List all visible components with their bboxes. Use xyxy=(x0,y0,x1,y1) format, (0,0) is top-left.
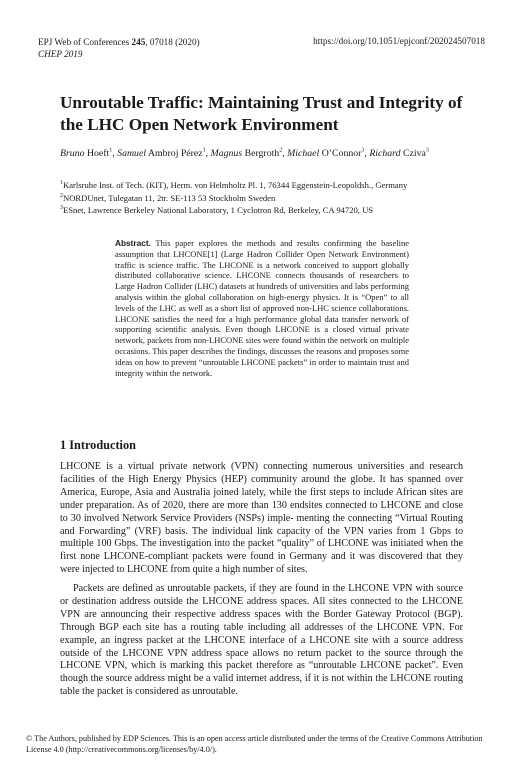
author-given-name: Richard xyxy=(369,148,401,159)
affiliation-marker: 3 xyxy=(361,147,365,154)
author-given-name: Bruno xyxy=(60,148,85,159)
author-given-name: Samuel xyxy=(117,148,147,159)
author-separator: , xyxy=(205,148,211,159)
author-family-name: Bergroth xyxy=(244,148,280,159)
affiliation xyxy=(60,192,480,205)
author-separator: , xyxy=(364,148,370,159)
affiliation-number: 2 xyxy=(60,192,63,199)
author-family-name: Cziva xyxy=(402,148,426,159)
author-given-name: Magnus xyxy=(210,148,243,159)
doi-link[interactable]: https://doi.org/10.1051/epjconf/202024507018 xyxy=(313,36,485,46)
affiliation-text: NORDUnet, Tulegatan 11, 2tr. SE-113 53 Stockholm Sweden xyxy=(63,192,276,203)
affiliation-marker: 3 xyxy=(425,147,429,154)
body-paragraph: Packets are defined as unroutable packets, if they are found in the LHCONE VPN with source or destination address outside the LHCONE address spaces. All sites connected to the LHCONE VPN are announcing their respective address spaces with the Border Gateway Protocol (BGP). Through BGP each site has a routing table including all addresses of the LHCONE VPN. For example, an ingress packet at the LHCONE interface of a LHCONE site with a source address outside of the LHCONE VPN address space allows no return packet to the source through the LHCONE VPN, which is marking this packet therefore as “unroutable LHCONE packet”. Even though the source address might be a valid internet address, if it is not within the LHCONE routing table the packet is considered as unroutable. xyxy=(60,583,463,698)
body-paragraph: LHCONE is a virtual private network (VPN) connecting numerous universities and research facilities of the High Energy Physics (HEP) community around the globe. It has spanned over America, Europe, Asia and Australia joined lately, while the first steps to include African sites are under preparation. As of 2020, there are more than 130 endsites connected to LHCONE and close to 30 involved Network Service Providers (NSPs) imple- menting the connecting “Virtual Routing and Forwarding” (VRF) basis. The individual link capacity of the VPN varies from 1 Gbps to multiple 100 Gbps. The investigation into the packet “quality” of LHCONE was initiated when the first none LHCONE-compliant packets were found in Germany and it was discovered that they were injected to LHCONE from quite a high number of sites. xyxy=(60,461,463,576)
author-family-name: O’Connor xyxy=(321,148,362,159)
paper-title: Unroutable Traffic: Maintaining Trust and Integrity of the LHC Open Network Environment xyxy=(60,93,463,134)
copyright-footer: © The Authors, published by EDP Sciences. This is an open access article distributed under the terms of the Creative Commons Attribution License 4.0 (http://creativecommons.org/licenses/by/4.0/). xyxy=(26,734,483,754)
section-heading: 1 Introduction xyxy=(60,438,136,452)
author xyxy=(117,148,210,159)
author-given-name: Michael xyxy=(287,148,320,159)
affiliation-marker: 1 xyxy=(109,147,113,154)
journal-citation xyxy=(38,36,200,60)
affiliation-marker: 1 xyxy=(202,147,206,154)
author-family-name: Ambroj Pérez xyxy=(147,148,203,159)
author-family-name: Hoeft xyxy=(86,148,110,159)
affiliation-number: 3 xyxy=(60,205,63,212)
affiliation-marker: 2 xyxy=(279,147,283,154)
author xyxy=(211,148,288,159)
conference-name: CHEP 2019 xyxy=(38,49,83,59)
affiliation xyxy=(60,204,480,217)
author xyxy=(369,148,429,159)
author xyxy=(60,148,117,159)
affiliation-number: 1 xyxy=(60,180,63,187)
author xyxy=(287,148,369,159)
article-number: , 07018 (2020) xyxy=(145,37,200,47)
abstract-label: Abstract. xyxy=(115,238,151,248)
affiliation-text: Karlsruhe Inst. of Tech. (KIT), Herm. von Helmholtz Pl. 1, 76344 Eggenstein-Leopoldsh., Germany xyxy=(63,180,408,190)
author-list xyxy=(60,147,464,160)
journal-volume: 245 xyxy=(131,37,146,47)
affiliation xyxy=(60,179,480,192)
author-separator: , xyxy=(282,148,288,159)
journal-name: EPJ Web of Conferences xyxy=(38,37,130,47)
abstract-text: This paper explores the methods and results confirming the baseline assumption that LHCONE[1] (Large Hadron Collider Open Network Environment) traffic is science traffic. The LHCONE is a network conceived to support globally distributed collaborative science. LHCONE connects thousands of researchers to Large Hadron Collider (LHC) datasets at hundreds of universities and labs performing analysis within the global collaboration on high-energy physics. It is “Open” to all levels of the LHC as well as a short list of approved non-LHC science collaborations. LHCONE satisfies the need for a high performance global data transfer network of supporting scientific analysis. Even though LHCONE is a closed virtual private network, packets from non-LHCONE sites were found within the network on multiple occasions. This paper describes the findings, discusses the reasons and proposes some ideas on how to prevent “unroutable LHCONE packets” in order to maintain trust and integrity within the network. xyxy=(115,238,409,378)
affiliation-text: ESnet, Lawrence Berkeley National Laboratory, 1 Cyclotron Rd, Berkeley, CA 94720, US xyxy=(63,205,374,215)
abstract xyxy=(115,238,409,378)
author-separator: , xyxy=(112,148,118,159)
affiliation-list xyxy=(60,179,480,217)
